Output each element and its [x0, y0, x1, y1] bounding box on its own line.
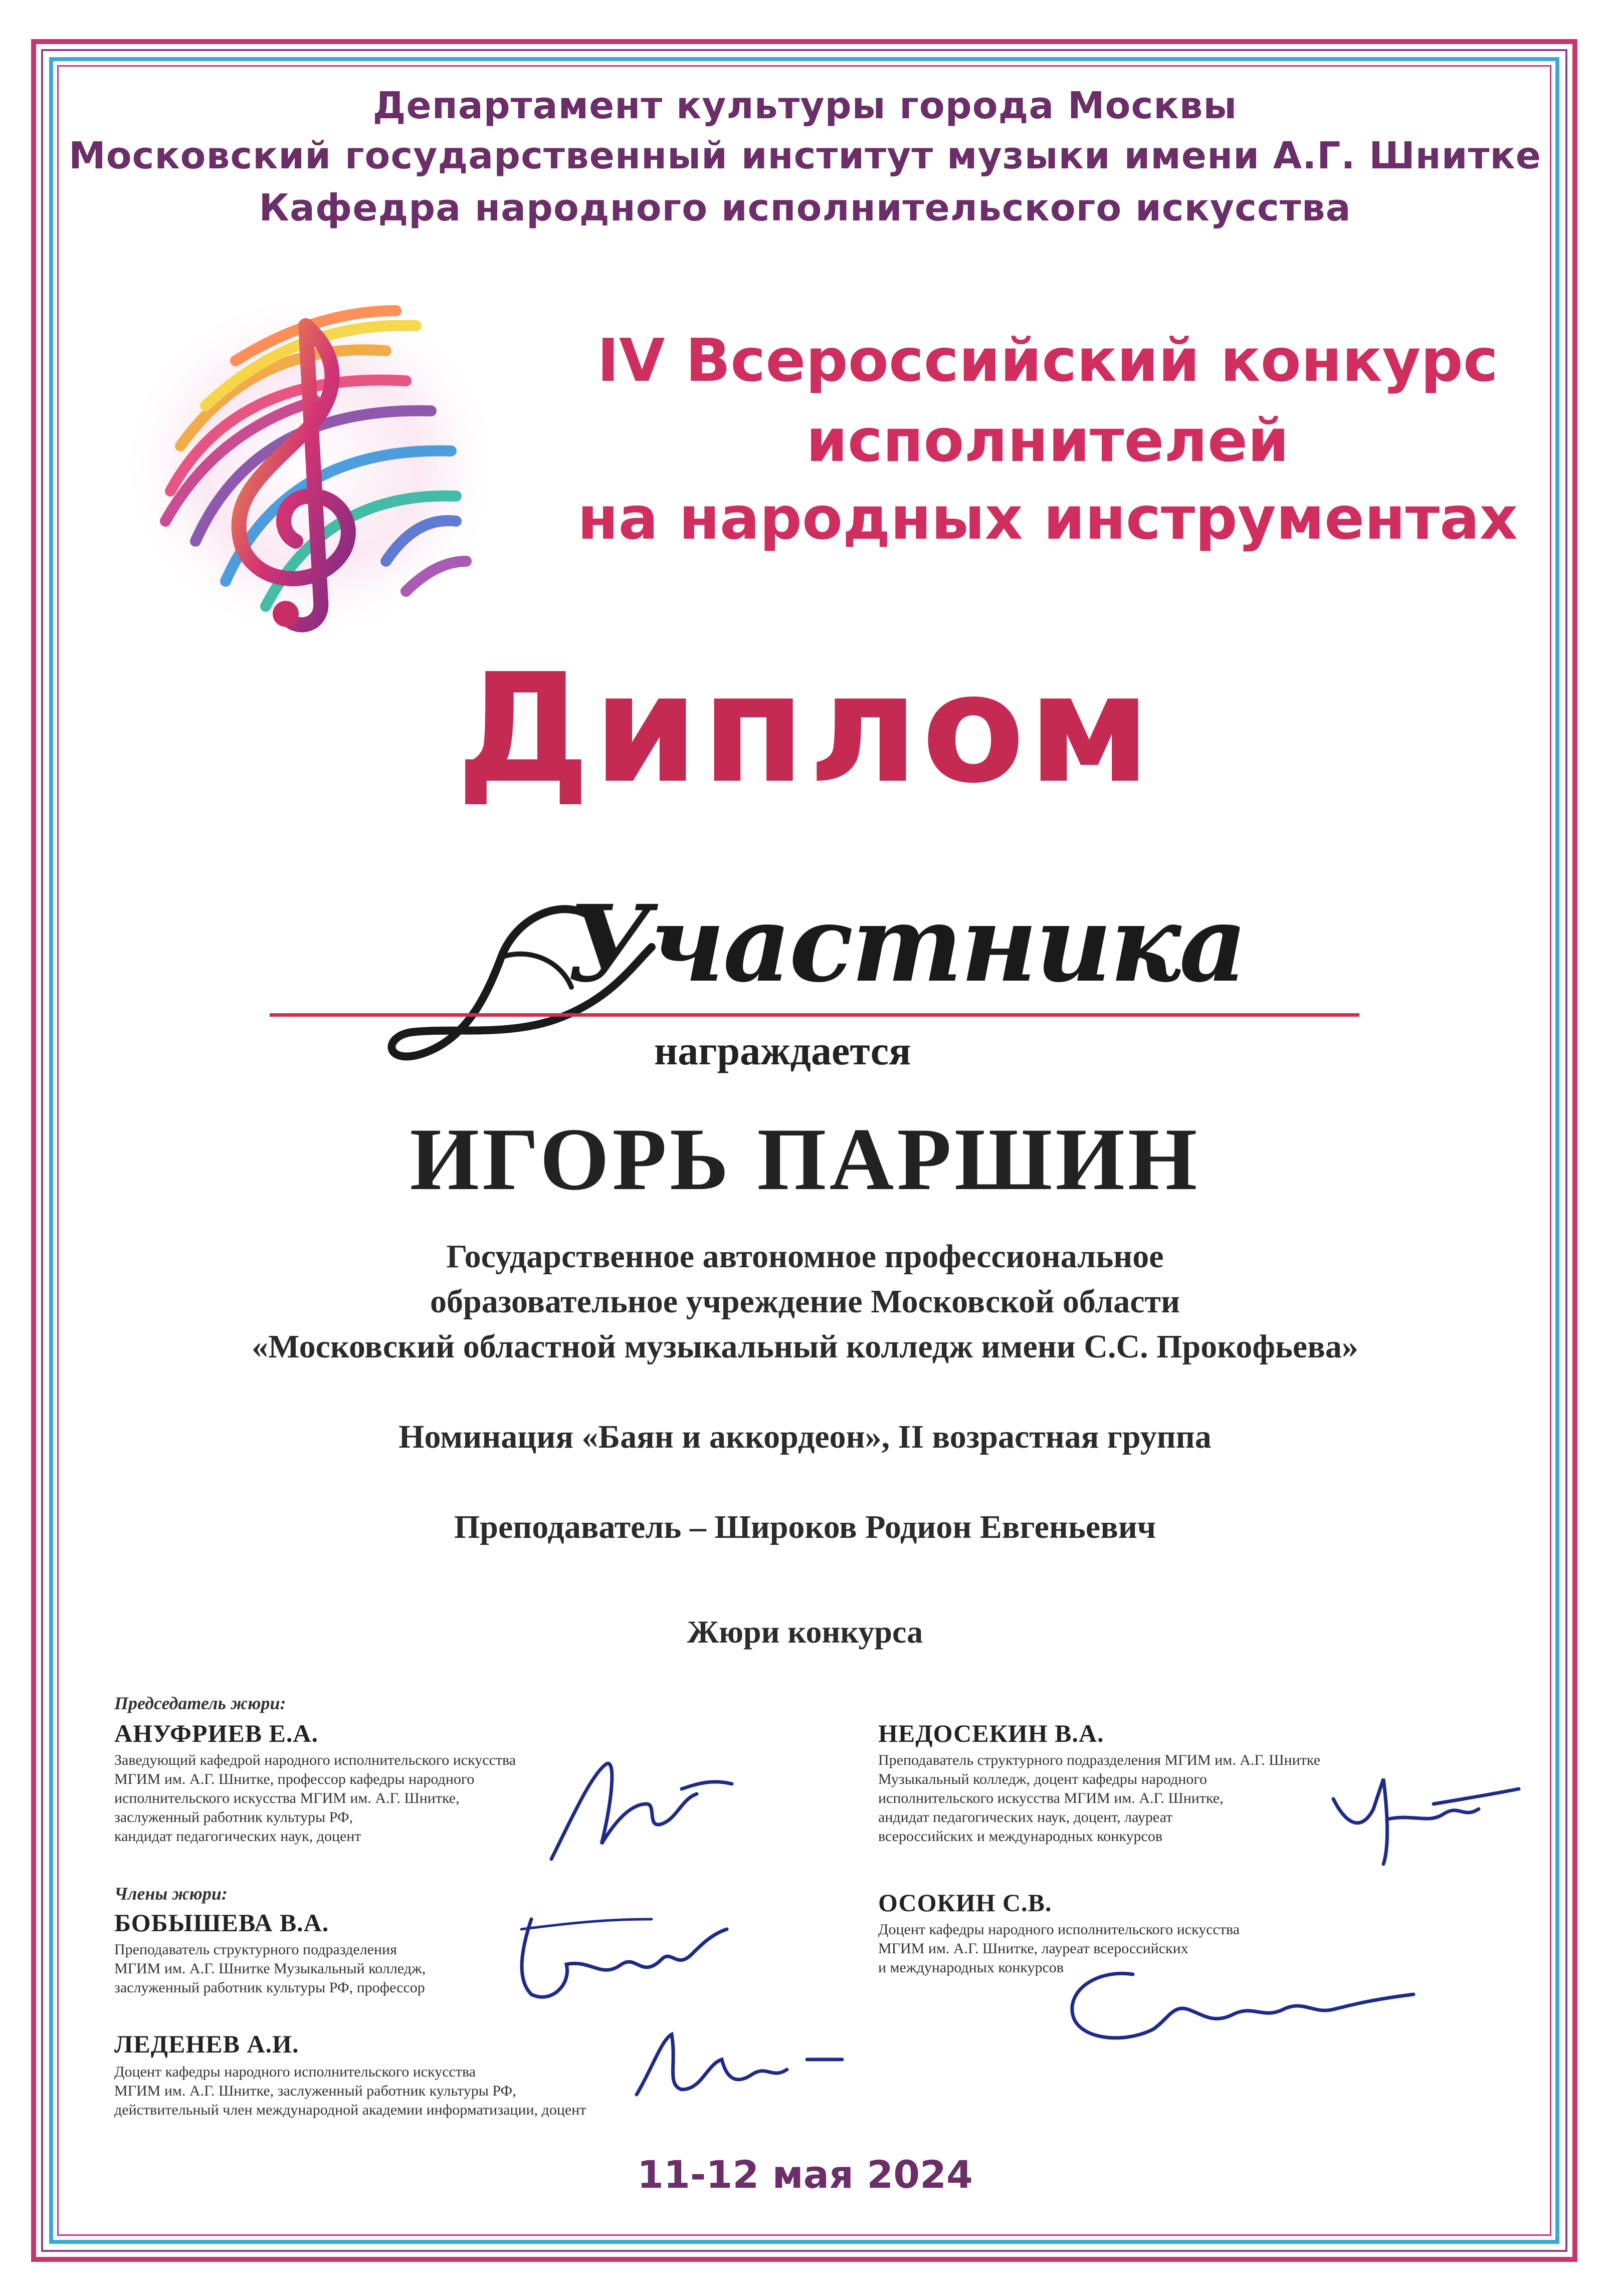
jury-ledenev-name: ЛЕДЕНЕВ А.И. [114, 2030, 299, 2058]
signature-anufriev [531, 1744, 742, 1879]
header-chair: Кафедра народного исполнительского искусства [259, 186, 1351, 229]
recipient-name: ИГОРЬ ПАРШИН [410, 1109, 1200, 1209]
jury-osokin-desc: Доцент кафедры народного исполнительского искусства МГИМ им. А.Г. Шнитке, лауреат всероссийских и международных конкурсов [878, 1921, 1240, 1976]
awarded-label: награждается [654, 1028, 911, 1073]
jury-bobysheva-desc: Преподаватель структурного подразделения МГИМ им. А.Г. Шнитке Музыкальный колледж, заслуженный работник культуры РФ, профессор [114, 1941, 426, 1996]
jury-members-label: Члены жюри: [114, 1884, 228, 1904]
nomination: Номинация «Баян и аккордеон», II возрастная группа [398, 1419, 1212, 1455]
teacher: Преподаватель – Широков Родион Евгеньевич [454, 1509, 1156, 1545]
contest-title-line3: на народных инструментах [577, 484, 1518, 553]
jury-ledenev-desc: Доцент кафедры народного исполнительского искусства МГИМ им. А.Г. Шнитке, заслуженный работник культуры РФ, действительный член международной академии информатизации, доцент [114, 2063, 586, 2118]
signature-osokin [1053, 1954, 1434, 2054]
signature-bobysheva [501, 1899, 737, 2009]
signature-ledenev [622, 2014, 852, 2110]
institution-line2: образовательное учреждение Московской области [430, 1283, 1180, 1320]
contest-title-line2: исполнителей [806, 406, 1289, 475]
header-department: Департамент культуры города Москвы [372, 84, 1238, 127]
event-date: 11-12 мая 2024 [637, 2152, 973, 2197]
jury-nedosekin-name: НЕДОСЕКИН В.А. [878, 1719, 1104, 1747]
jury-anufriev-desc: Заведующий кафедрой народного исполнительского искусства МГИМ им. А.Г. Шнитке, профессор кафедры народного исполнительского искусства МГИМ им. А.Г. Шнитке, заслуженный работник культуры РФ, кандидат педагогических наук, доцент [114, 1752, 516, 1845]
treble-clef-logo [105, 281, 506, 661]
jury-bobysheva-name: БОБЫШЕВА В.А. [114, 1909, 329, 1937]
jury-osokin-name: ОСОКИН С.В. [878, 1889, 1052, 1917]
jury-chair-label: Председатель жюри: [114, 1693, 286, 1713]
subtitle-script: Участника [566, 882, 1246, 1006]
diploma-title: Диплом [456, 641, 1154, 816]
jury-title: Жюри конкурса [687, 1614, 923, 1650]
institution-line1: Государственное автономное профессиональное [446, 1238, 1164, 1275]
jury-nedosekin-desc: Преподаватель структурного подразделения МГИМ им. А.Г. Шнитке Музыкальный колледж, доцент кафедры народного исполнительского искусства МГИМ им. А.Г. Шнитке, андидат педагогических наук, доцент, лауреат всероссийских и международных конкурсов [878, 1752, 1321, 1845]
signature-nedosekin [1313, 1759, 1524, 1874]
contest-title-line1: IV Всероссийский конкурс [597, 326, 1498, 395]
institution-line3: «Московский областной музыкальный колледж имени С.С. Прокофьева» [252, 1328, 1358, 1365]
header-institute: Московский государственный институт музыки имени А.Г. Шнитке [69, 134, 1541, 177]
title-underline [270, 1013, 1359, 1017]
jury-anufriev-name: АНУФРИЕВ Е.А. [114, 1719, 319, 1747]
